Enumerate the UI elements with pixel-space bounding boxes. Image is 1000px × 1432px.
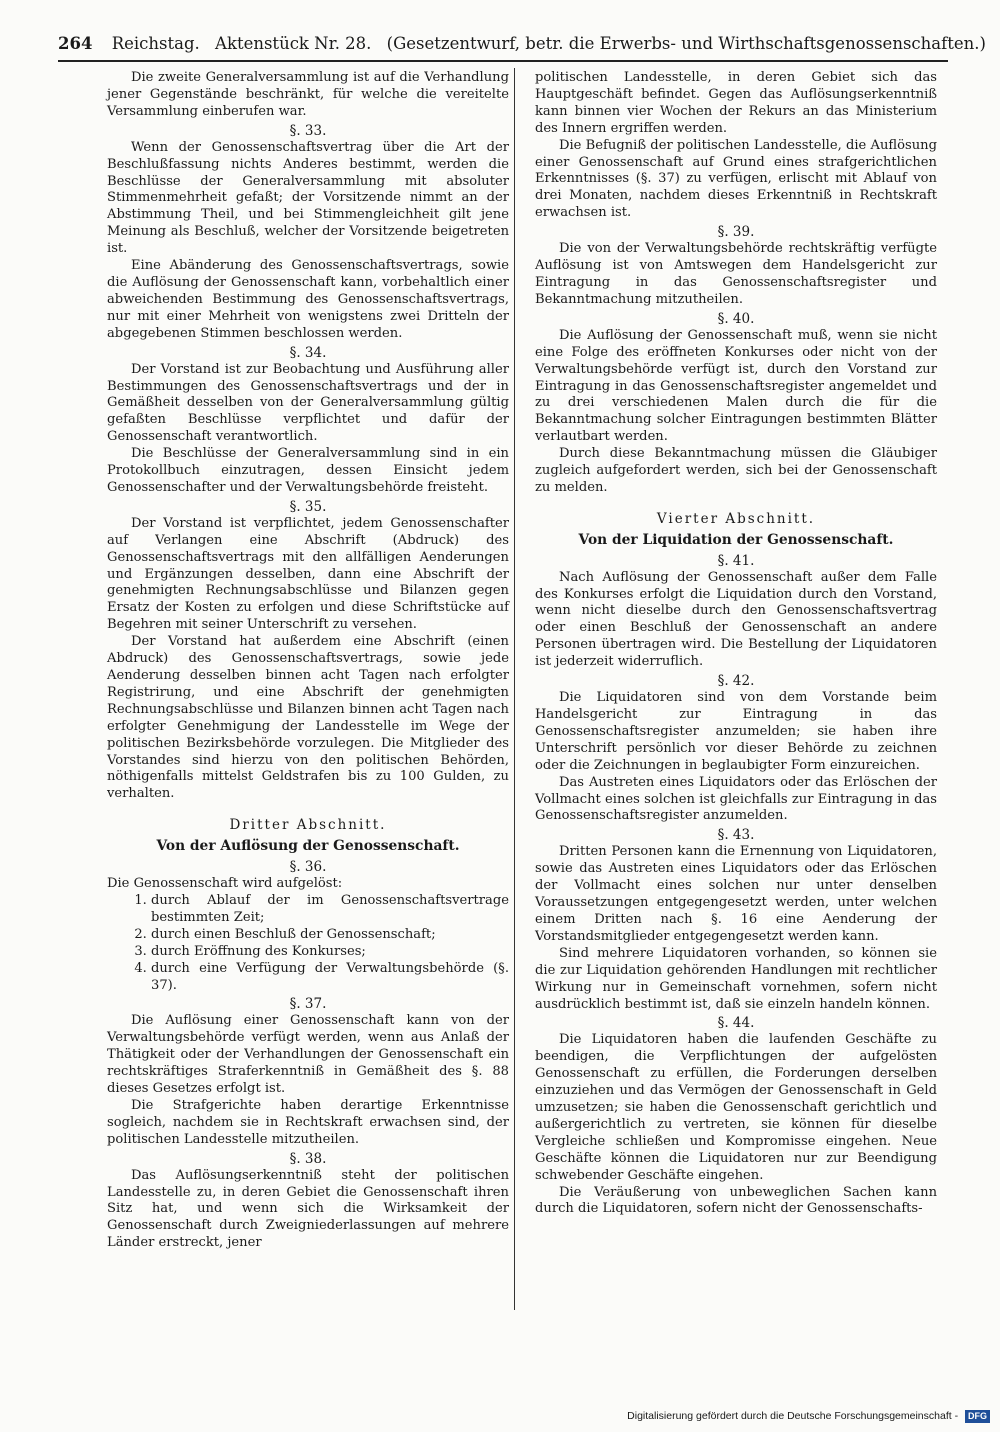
header-subject: (Gesetzentwurf, betr. die Erwerbs- und Wirthschaftsgenossenschaften.): [386, 34, 986, 53]
paragraph: Die Auflösung der Genossenschaft muß, wenn sie nicht eine Folge des eröffneten Konkurses oder nicht von der Verwaltungsbehörde verfügt ist, durch den Vorstand zur Eintragung in das Genossenschaftsregister angemeldet und zu drei verschiedenen Malen durch die für die Bekanntmachung solcher Eintragungen bestimmten Blätter verlautbart werden.: [535, 327, 937, 445]
chapter-title: Von der Auflösung der Genossenschaft.: [156, 838, 460, 855]
section-heading: §. 34.: [289, 344, 327, 361]
paragraph: Durch diese Bekanntmachung müssen die Gläubiger zugleich aufgefordert werden, sich bei der Genossenschaft zu melden.: [535, 446, 937, 495]
paragraph: Der Vorstand ist verpflichtet, jedem Genossenschafter auf Verlangen eine Abschrift (Abdruck) des Genossenschaftsvertrags mit den allfälligen Aenderungen und Ergänzungen desselben, dann eine Abschrift der genehmigten Rechnungsabschlüsse und Bilanzen gegen Ersatz der Kosten zu erfolgen und diese Schriftstücke auf Begehren mit seiner Unterschrift zu versehen.: [107, 515, 509, 633]
section-heading: §. 38.: [289, 1150, 327, 1167]
paragraph: Wenn der Genossenschaftsvertrag über die Art der Beschlußfassung nichts Anderes bestimmt, werden die Beschlüsse der Generalversammlung mit absoluter Stimmenmehrheit gefaßt; der Vorsitzende nimmt an der Abstimmung Theil, und bei Stimmengleichheit gilt jene Meinung als Beschluß, welcher der Vorsitzende beigetreten ist.: [107, 139, 509, 257]
section-heading: §. 36.: [289, 859, 327, 876]
page-header: [58, 30, 986, 58]
paragraph: Der Vorstand hat außerdem eine Abschrift (einen Abdruck) des Genossenschaftsvertrags, sowie jede Aenderung desselben binnen acht Tagen nach erfolgter Registrirung, und eine Abschrift der genehmigten Rechnungsabschlüsse und Bilanzen binnen acht Tagen nach erfolgter Genehmigung der Landesstelle im Wege der politischen Bezirksbehörde vorzulegen. Die Mitglieder des Vorstandes sind hierzu von den politischen Behörden, nöthigenfalls mittelst Geldstrafen bis zu 100 Gulden, zu verhalten.: [107, 634, 509, 802]
paragraph: Die Befugniß der politischen Landesstelle, die Auflösung einer Genossenschaft auf Grund eines strafgerichtlichen Erkenntnisses (§. 37) zu verfügen, erlischt mit Ablauf von drei Monaten, nachdem dieses Erkenntniß in Rechtskraft erwachsen ist.: [535, 137, 937, 221]
chapter-title: Von der Liquidation der Genossenschaft.: [578, 531, 894, 548]
list-item: 1. durch Ablauf der im Genossenschaftsvertrage bestimmten Zeit;: [151, 893, 509, 927]
header-source: Reichstag.: [111, 34, 200, 53]
paragraph: Das Austreten eines Liquidators oder das Erlöschen der Vollmacht eines solchen ist gleichfalls zur Eintragung in das Genossenschaftsregister anzumelden.: [535, 774, 937, 824]
section-heading: §. 42.: [717, 673, 755, 690]
dfg-logo: DFG: [965, 1410, 990, 1423]
dissolution-list: [107, 893, 509, 994]
list-item: 4. durch eine Verfügung der Verwaltungsbehörde (§. 37).: [151, 961, 509, 995]
paragraph: Die von der Verwaltungsbehörde rechtskräftig verfügte Auflösung ist von Amtswegen dem Handelsgericht zur Eintragung in das Genossenschaftsregister und Bekanntmachung mitzutheilen.: [535, 241, 937, 307]
paragraph: Sind mehrere Liquidatoren vorhanden, so können sie die zur Liquidation gehörenden Handlungen mit rechtlicher Wirkung nur in Gemeinschaft vornehmen, sofern nicht ausdrücklich bestimmt ist, daß sie einzeln handeln können.: [535, 945, 937, 1012]
right-column: [535, 70, 937, 1218]
section-heading: §. 41.: [717, 552, 755, 569]
chapter-heading: Vierter Abschnitt.: [656, 510, 816, 527]
section-heading: §. 35.: [289, 498, 327, 515]
section-heading: §. 43.: [717, 827, 755, 844]
digitization-footer: [600, 1408, 990, 1424]
list-item: 3. durch Eröffnung des Konkurses;: [151, 944, 509, 961]
paragraph: Der Vorstand ist zur Beobachtung und Ausführung aller Bestimmungen des Genossenschaftsvertrags und der in Gemäßheit desselben von der Generalversammlung gültig gefaßten Beschlüsse verpflichtet und dafür der Genossenschaft verantwortlich.: [107, 361, 509, 445]
paragraph: Die Auflösung einer Genossenschaft kann von der Verwaltungsbehörde verfügt werden, wenn aus Anlaß der Thätigkeit oder der Verhandlungen der Genossenschaft ein rechtskräftiges Straferkenntniß in Gemäßheit des §. 88 dieses Gesetzes erfolgt ist.: [107, 1013, 509, 1097]
paragraph: Die Genossenschaft wird aufgelöst:: [107, 876, 343, 892]
page-number: 264: [58, 34, 93, 53]
column-divider: [514, 68, 515, 1310]
footer-text: Digitalisierung gefördert durch die Deutsche Forschungsgemeinschaft -: [627, 1410, 959, 1422]
paragraph: Die zweite Generalversammlung ist auf die Verhandlung jener Gegenstände beschränkt, für welche die vereitelte Versammlung einberufen war.: [107, 70, 509, 119]
section-heading: §. 44.: [717, 1015, 755, 1032]
paragraph: Die Liquidatoren haben die laufenden Geschäfte zu beendigen, die Verpflichtungen der aufgelösten Genossenschaft zu erfüllen, die Forderungen derselben einzuziehen und das Vermögen der Genossenschaft in Geld umzusetzen; sie haben die Genossenschaft gerichtlich und außergerichtlich zu vertreten, sie können für dieselbe Vergleiche schließen und Kompromisse eingehen. Neue Geschäfte können die Liquidatoren nur zur Beendigung schwebender Geschäfte eingehen.: [535, 1032, 937, 1183]
paragraph: Die Strafgerichte haben derartige Erkenntnisse sogleich, nachdem sie in Rechtskraft erwachsen sind, der politischen Landesstelle mitzutheilen.: [107, 1097, 509, 1147]
section-heading: §. 40.: [717, 310, 755, 327]
header-document: Aktenstück Nr. 28.: [215, 34, 372, 53]
section-heading: §. 33.: [289, 122, 327, 139]
paragraph: politischen Landesstelle, in deren Gebiet sich das Hauptgeschäft befindet. Gegen das Auflösungserkenntniß kann binnen vier Wochen der Rekurs an das Ministerium des Innern ergriffen werden.: [535, 70, 937, 136]
paragraph: Das Auflösungserkenntniß steht der politischen Landesstelle zu, in deren Gebiet die Genossenschaft ihren Sitz hat, und wenn sich die Wirksamkeit der Genossenschaft durch Zweigniederlassungen auf mehrere Länder erstreckt, jener: [107, 1167, 509, 1251]
section-heading: §. 37.: [289, 996, 327, 1013]
paragraph: Die Liquidatoren sind von dem Vorstande beim Handelsgericht zur Eintragung in das Genossenschaftsregister anzumelden; sie haben ihre Unterschrift persönlich vor dieser Behörde zu zeichnen oder die Zeichnungen in beglaubigter Form einzureichen.: [535, 690, 937, 773]
left-column: [107, 70, 509, 1252]
paragraph: Eine Abänderung des Genossenschaftsvertrags, sowie die Auflösung der Genossenschaft kann, vorbehaltlich einer abweichenden Bestimmung des Genossenschaftsvertrags, nur mit einer Mehrheit von wenigstens zwei Dritteln der abgegebenen Stimmen beschlossen werden.: [107, 258, 509, 341]
paragraph: Die Veräußerung von unbeweglichen Sachen kann durch die Liquidatoren, sofern nicht der Genossenschafts-: [535, 1184, 937, 1217]
section-heading: §. 39.: [717, 224, 755, 241]
paragraph: Dritten Personen kann die Ernennung von Liquidatoren, sowie das Austreten eines Liquidators oder das Erlöschen der Vollmacht eines solchen nur unter denselben Voraussetzungen entgegengesetzt werden, unter welchen einem Dritten nach §. 16 eine Aenderung der Vorstandsmitglieder entgegengesetzt werden kann.: [535, 844, 937, 944]
header-rule: [58, 60, 948, 62]
list-item: 2. durch einen Beschluß der Genossenschaft;: [151, 927, 509, 944]
paragraph: Die Beschlüsse der Generalversammlung sind in ein Protokollbuch einzutragen, dessen Einsicht jedem Genossenschafter und der Verwaltungsbehörde freisteht.: [107, 446, 509, 495]
chapter-heading: Dritter Abschnitt.: [229, 817, 387, 834]
paragraph: Nach Auflösung der Genossenschaft außer dem Falle des Konkurses erfolgt die Liquidation durch den Vorstand, wenn nicht dieselbe durch den Genossenschaftsvertrag oder einen Beschluß der Genossenschaft an andere Personen übertragen wird. Die Bestellung der Liquidatoren ist jederzeit widerruflich.: [535, 569, 937, 670]
